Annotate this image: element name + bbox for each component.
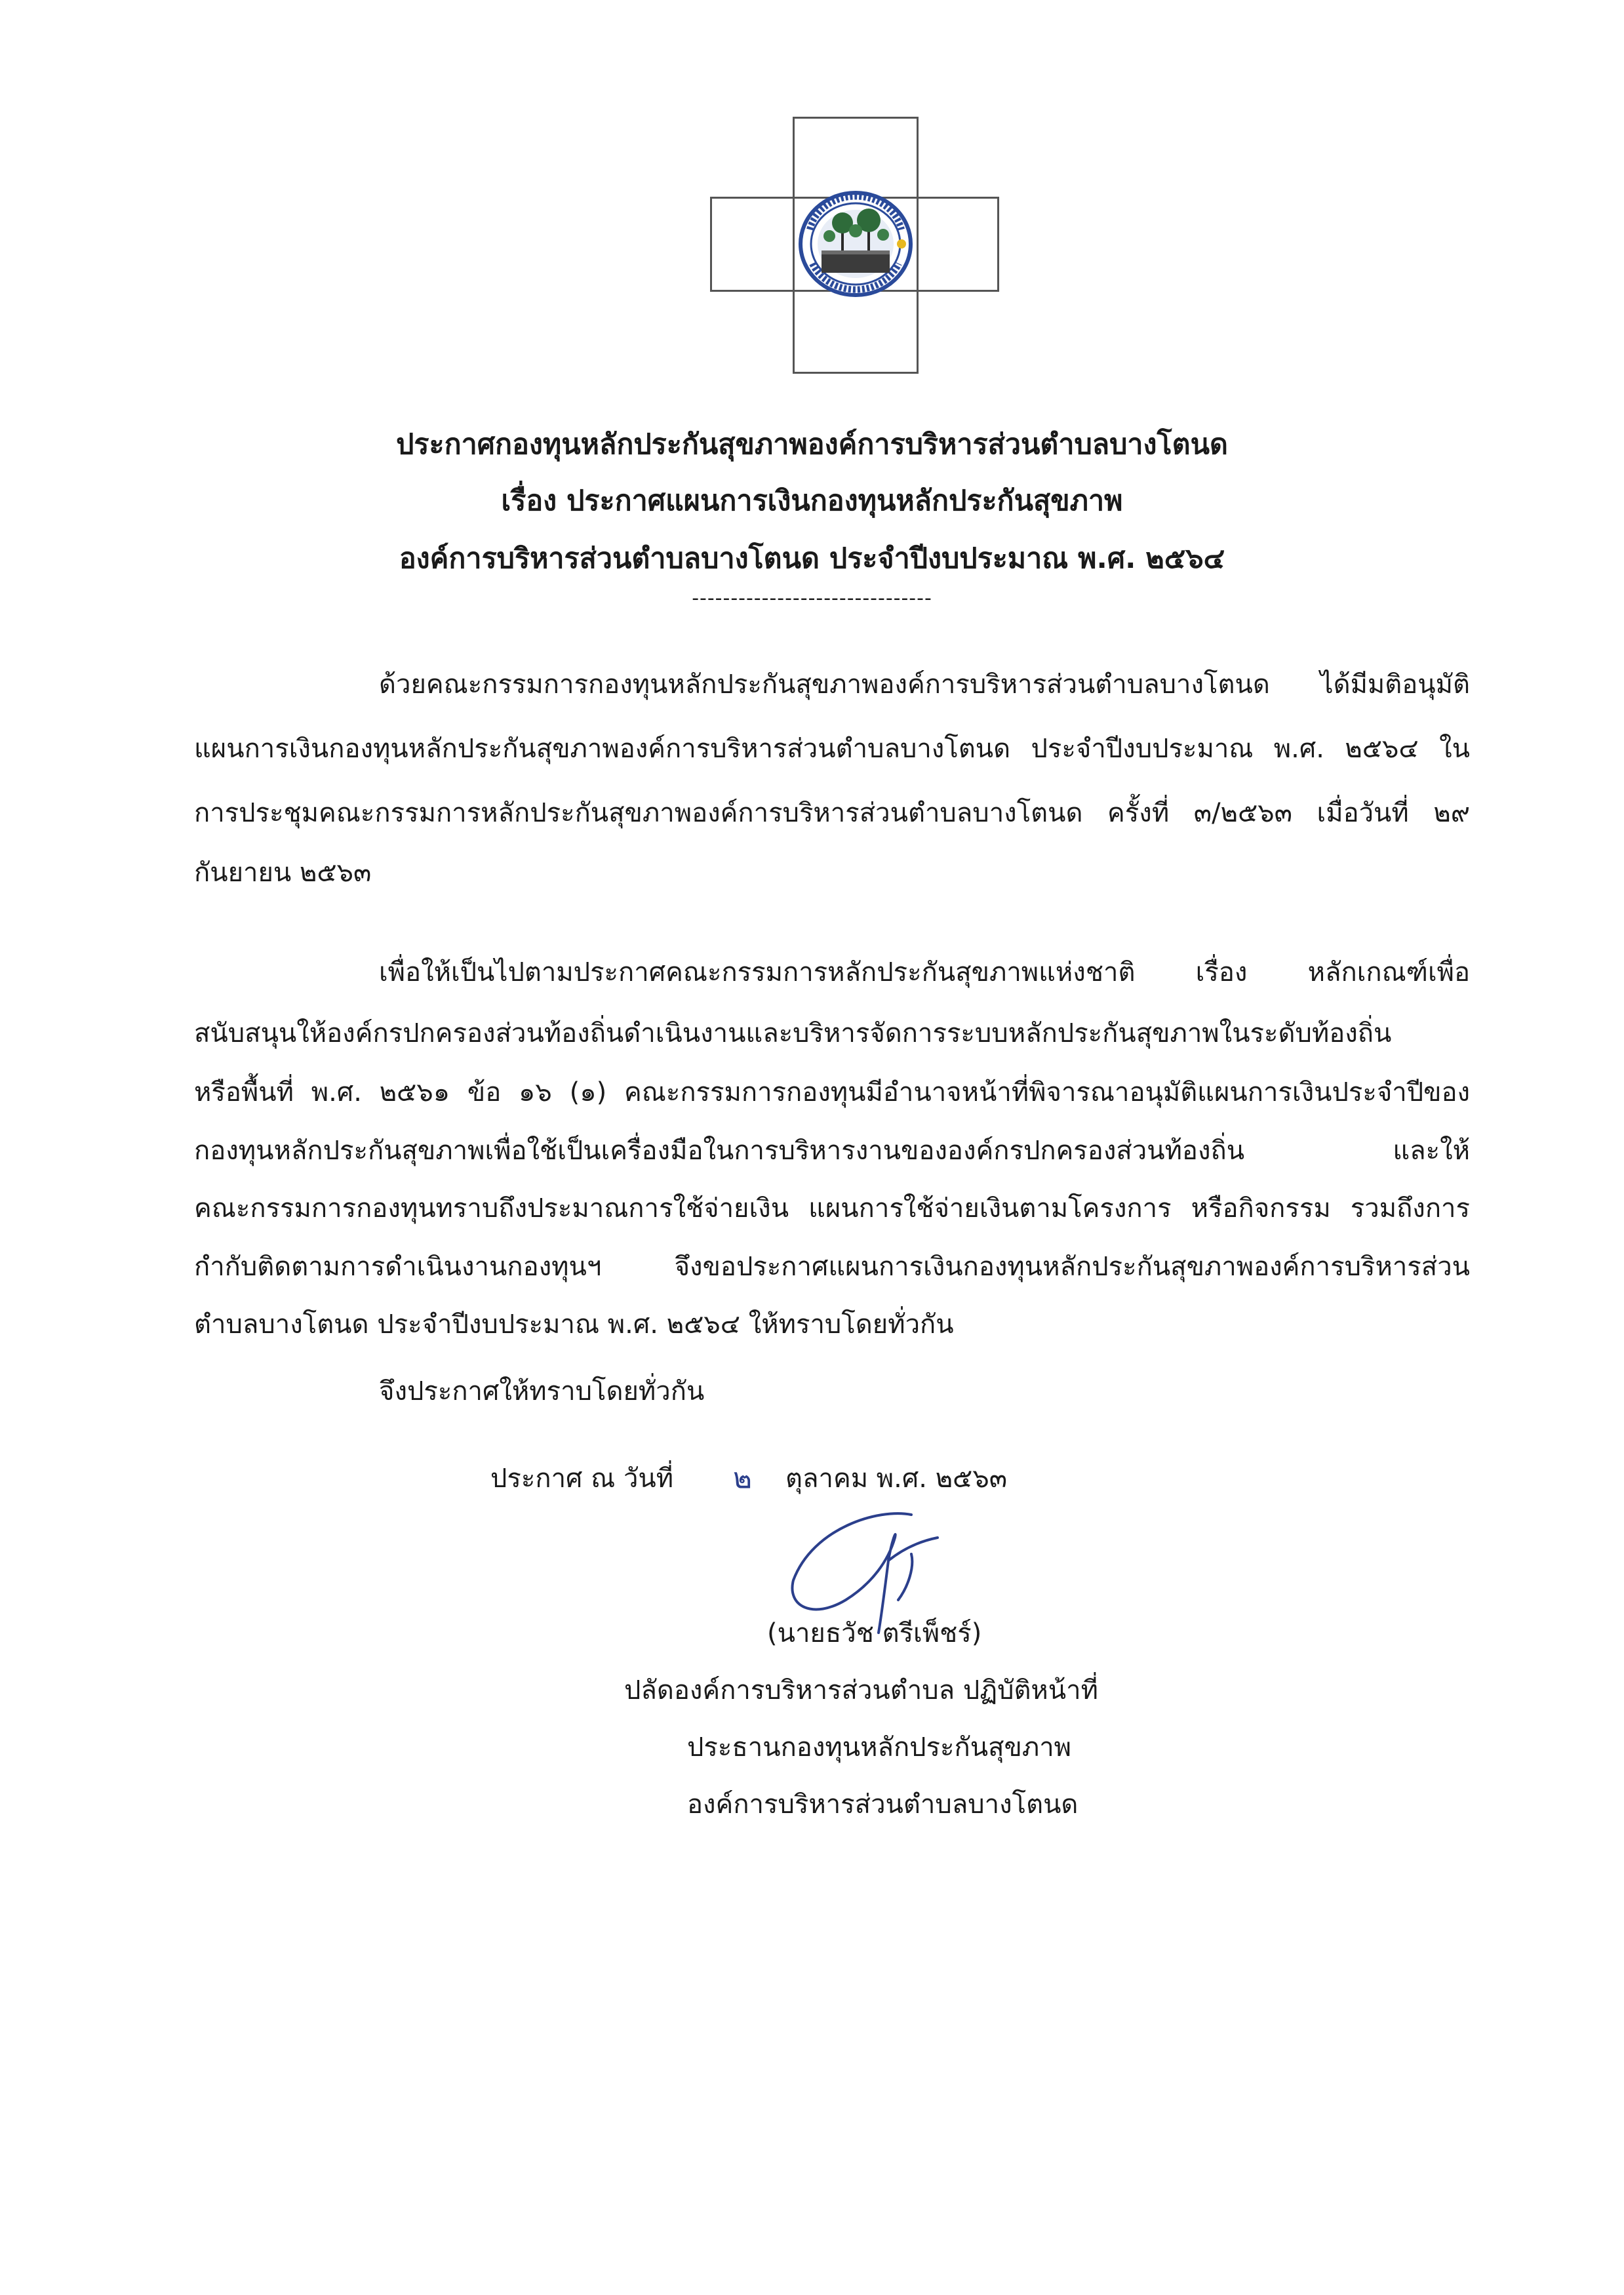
signer-position-1: ปลัดองค์การบริหารส่วนตำบล ปฏิบัติหน้าที่ xyxy=(624,1675,1098,1706)
announcement-title-line-3: องค์การบริหารส่วนตำบลบางโตนด ประจำปีงบประมาณ พ.ศ. ๒๕๖๔ xyxy=(399,542,1225,575)
paragraph1-line-1: ด้วยคณะกรรมการกองทุนหลักประกันสุขภาพองค์การบริหารส่วนตำบลบางโตนด ได้มีมติอนุมัติ xyxy=(379,669,1470,700)
paragraph2-line-7: ตำบลบางโตนด ประจำปีงบประมาณ พ.ศ. ๒๕๖๔ ให้ทราบโดยทั่วกัน xyxy=(194,1309,954,1340)
paragraph2-line-3: หรือพื้นที่ พ.ศ. ๒๕๖๑ ข้อ ๑๖ (๑) คณะกรรมการกองทุนมีอำนาจหน้าที่พิจารณาอนุมัติแผนการเงินประจำปีของ xyxy=(194,1077,1470,1108)
signer-name: (นายธวัช ตรีเพ็ชร์) xyxy=(767,1618,982,1648)
signer-position-2: ประธานกองทุนหลักประกันสุขภาพ xyxy=(687,1732,1072,1763)
paragraph2-line-5: คณะกรรมการกองทุนทราบถึงประมาณการใช้จ่ายเงิน แผนการใช้จ่ายเงินตามโครงการ หรือกิจกรรม รวมถึงการ xyxy=(194,1193,1470,1224)
date-month-year: ตุลาคม พ.ศ. ๒๕๖๓ xyxy=(785,1464,1008,1494)
paragraph2-line-2: สนับสนุนให้องค์กรปกครองส่วนท้องถิ่นดำเนินงานและบริหารจัดการระบบหลักประกันสุขภาพในระดับท้องถิ่น xyxy=(194,1018,1392,1048)
paragraph2-line-4: กองทุนหลักประกันสุขภาพเพื่อใช้เป็นเครื่องมือในการบริหารงานขององค์กรปกครองส่วนท้องถิ่น และให้ xyxy=(194,1136,1470,1166)
paragraph2-line-6: กำกับติดตามการดำเนินงานกองทุนฯ จึงขอประกาศแผนการเงินกองทุนหลักประกันสุขภาพองค์การบริหารส่วน xyxy=(194,1252,1470,1282)
date-prefix: ประกาศ ณ วันที่ xyxy=(490,1464,674,1494)
title-divider: ------------------------------- xyxy=(692,587,932,610)
signer-position-3: องค์การบริหารส่วนตำบลบางโตนด xyxy=(687,1789,1079,1820)
paragraph2-line-1: เพื่อให้เป็นไปตามประกาศคณะกรรมการหลักประกันสุขภาพแห่งชาติ เรื่อง หลักเกณฑ์เพื่อ xyxy=(379,957,1470,988)
announcement-title-line-2: เรื่อง ประกาศแผนการเงินกองทุนหลักประกันสุขภาพ xyxy=(501,485,1123,517)
paragraph1-line-4: กันยายน ๒๕๖๓ xyxy=(194,858,372,888)
paragraph1-line-3: การประชุมคณะกรรมการหลักประกันสุขภาพองค์การบริหารส่วนตำบลบางโตนด ครั้งที่ ๓/๒๕๖๓ เมื่อวันที่ ๒๙ xyxy=(194,798,1470,828)
paragraph1-line-2: แผนการเงินกองทุนหลักประกันสุขภาพองค์การบริหารส่วนตำบลบางโตนด ประจำปีงบประมาณ พ.ศ. ๒๕๖๔ ใน xyxy=(194,734,1470,764)
date-day-handwritten: ๒ xyxy=(733,1462,753,1495)
announcement-title-line-1: ประกาศกองทุนหลักประกันสุขภาพองค์การบริหารส่วนตำบลบางโตนด xyxy=(396,428,1228,461)
closing-statement: จึงประกาศให้ทราบโดยทั่วกัน xyxy=(379,1376,705,1407)
organization-seal-icon xyxy=(797,190,915,298)
